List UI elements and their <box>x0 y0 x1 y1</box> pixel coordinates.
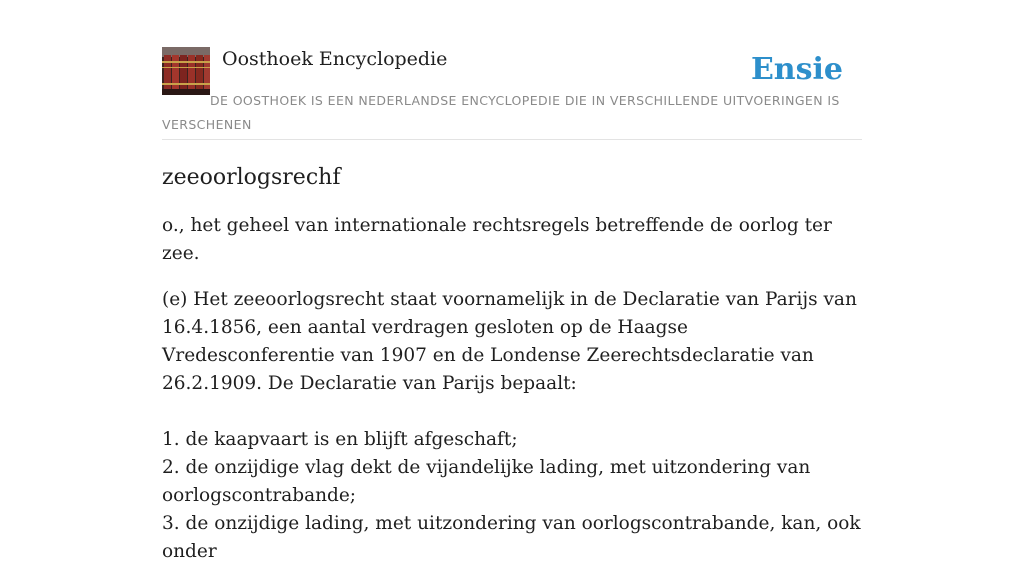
article-title: zeeoorlogsrechf <box>162 165 341 190</box>
article-paragraph: (e) Het zeeoorlogsrecht staat voornamelijk in de Declaratie van Parijs van 16.4.1856, een aantal verdragen gesloten op de Haagse Vredesconferentie van 1907 en de Londense Zeerechtsdeclaratie van 26.2.1909. De Declaratie van Parijs bepaalt: <box>162 289 857 394</box>
list-item: 3. de onzijdige lading, met uitzondering van oorlogscontrabande, kan, ook onder <box>162 513 861 562</box>
list-item: 2. de onzijdige vlag dekt de vijandelijke lading, met uitzondering van oorlogscontrabande; <box>162 457 811 506</box>
site-name[interactable]: Oosthoek Encyclopedie <box>222 48 448 70</box>
list-item: 1. de kaapvaart is en blijft afgeschaft; <box>162 429 518 450</box>
site-header <box>162 46 862 140</box>
book-spines-avatar[interactable] <box>162 47 210 95</box>
book-spines-icon <box>162 47 210 95</box>
ensie-logo-link[interactable]: Ensie <box>750 52 843 87</box>
article <box>162 160 862 566</box>
article-list <box>162 426 862 566</box>
article-definition: o., het geheel van internationale rechtsregels betreffende de oorlog ter zee. <box>162 215 832 264</box>
site-tagline: DE OOSTHOEK IS EEN NEDERLANDSE ENCYCLOPEDIE DIE IN VERSCHILLENDE UITVOERINGEN IS VERSCHENEN <box>162 93 840 132</box>
